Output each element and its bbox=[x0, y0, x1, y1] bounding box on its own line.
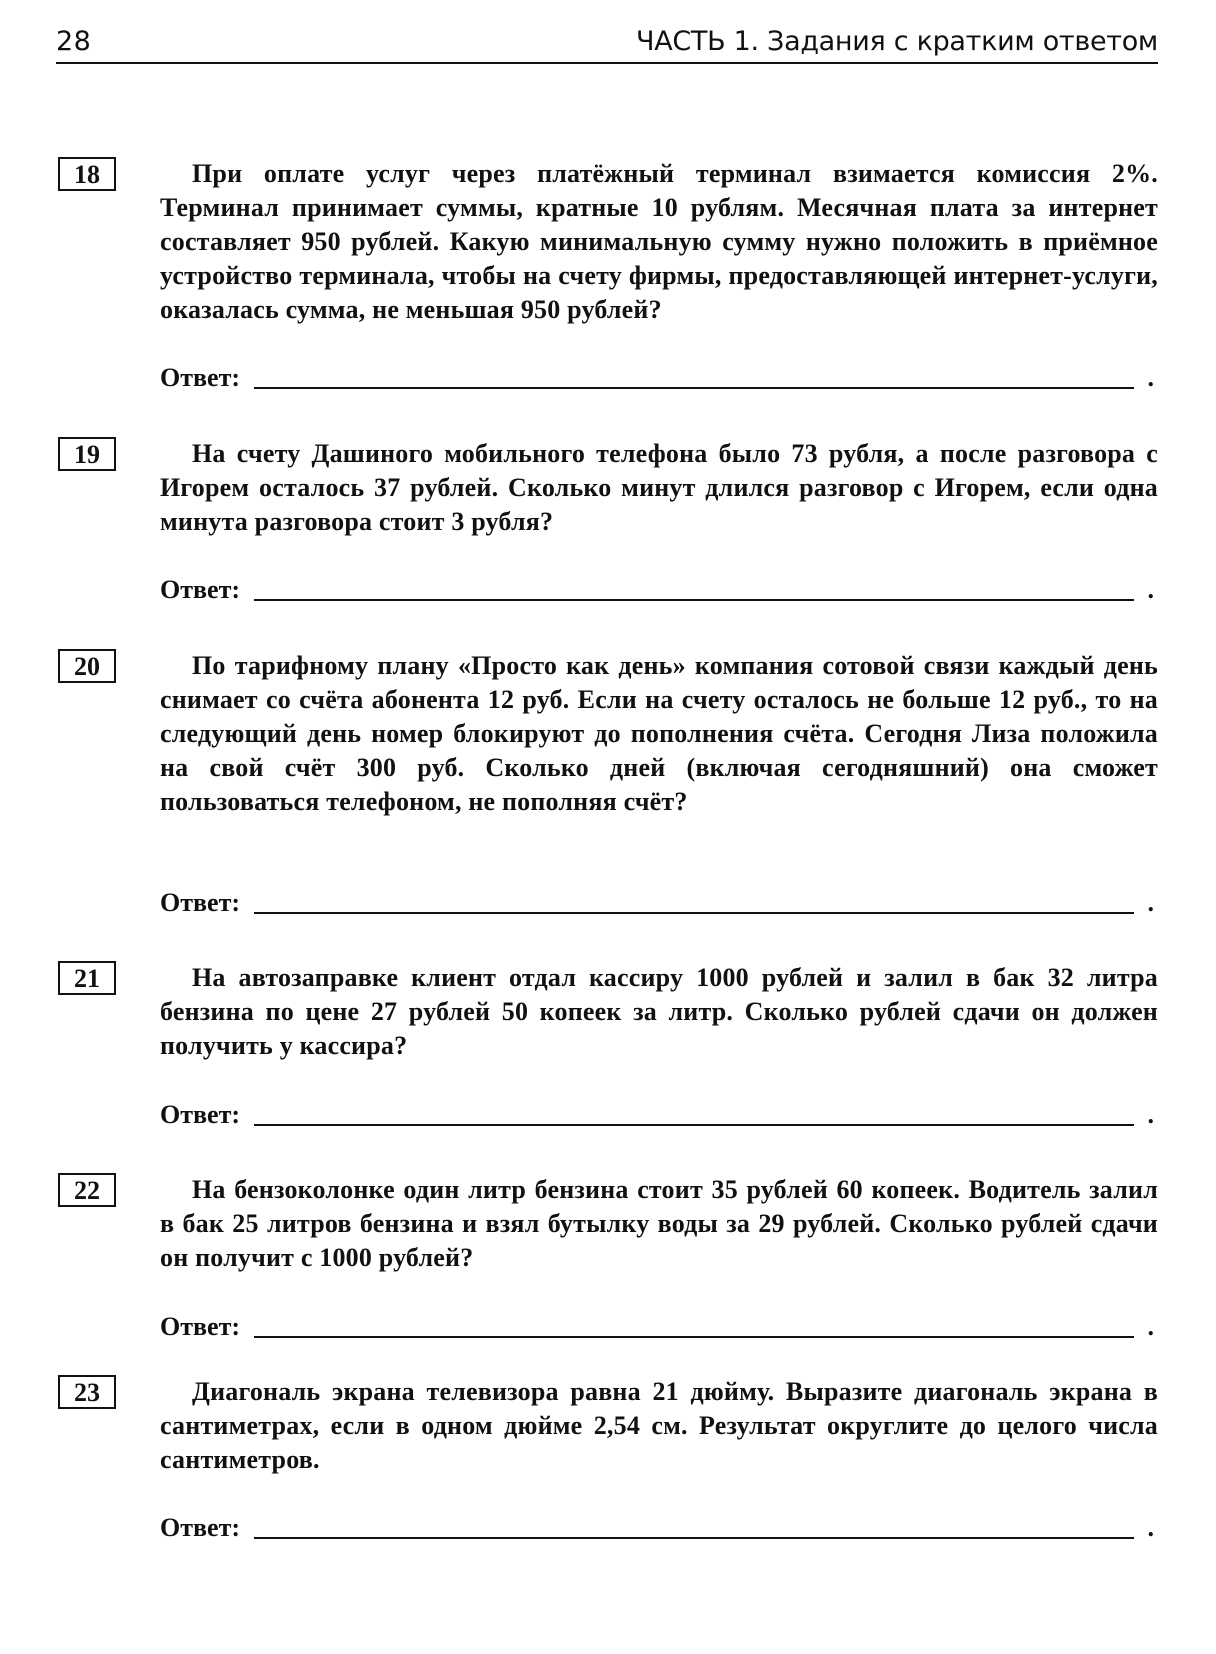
answer-label: Ответ: bbox=[160, 888, 241, 917]
answer-label: Ответ: bbox=[160, 1100, 241, 1129]
answer-label: Ответ: bbox=[160, 1312, 241, 1341]
answer-line[interactable] bbox=[254, 1124, 1134, 1126]
task-text: На автозаправке клиент отдал кассиру 1000 рублей и залил в бак 32 литра бензина по цене 27 рублей 50 копеек за литр. Сколько рублей сдачи он должен получить у кассира? bbox=[160, 963, 1158, 1060]
task-text: На бензоколонке один литр бензина стоит 35 рублей 60 копеек. Водитель залил в бак 25 литров бензина и взял бутылку воды за 29 рублей. Сколько рублей сдачи он получит с 1000 рублей? bbox=[160, 1175, 1158, 1272]
task-text: При оплате услуг через платёжный терминал взимается комиссия 2%. Терминал принимает суммы, кратные 10 рублям. Месячная плата за интернет составляет 950 рублей. Какую минимальную сумму нужно положить в приёмное устройство терминала, чтобы на счету фирмы, предоставляющей интернет-услуги, оказалась сумма, не меньшая 950 рублей? bbox=[160, 159, 1158, 324]
page-header bbox=[56, 22, 1158, 64]
answer-line[interactable] bbox=[254, 1336, 1134, 1338]
task-text: Диагональ экрана телевизора равна 21 дюйму. Выразите диагональ экрана в сантиметрах, если в одном дюйме 2,54 см. Результат округлите до целого числа сантиметров. bbox=[160, 1377, 1158, 1474]
answer-line[interactable] bbox=[254, 599, 1134, 601]
answer-end-dot: . bbox=[1147, 1513, 1154, 1542]
answer-row bbox=[160, 886, 1158, 920]
answer-line[interactable] bbox=[254, 1537, 1134, 1539]
task-number-box: 23 bbox=[58, 1375, 116, 1409]
answer-end-dot: . bbox=[1147, 575, 1154, 604]
answer-line[interactable] bbox=[254, 387, 1134, 389]
answer-row bbox=[160, 573, 1158, 607]
answer-label: Ответ: bbox=[160, 1513, 241, 1542]
answer-end-dot: . bbox=[1147, 888, 1154, 917]
answer-end-dot: . bbox=[1147, 363, 1154, 392]
task-text: На счету Дашиного мобильного телефона было 73 рубля, а после разговора с Игорем осталось 37 рублей. Сколько минут длился разговор с Игорем, если одна минута разговора стоит 3 рубля? bbox=[160, 439, 1158, 536]
answer-row bbox=[160, 1098, 1158, 1132]
answer-row bbox=[160, 1310, 1158, 1344]
answer-row bbox=[160, 1511, 1158, 1545]
answer-label: Ответ: bbox=[160, 363, 241, 392]
task-number-box: 18 bbox=[58, 157, 116, 191]
running-title: ЧАСТЬ 1. Задания с кратким ответом bbox=[635, 26, 1158, 57]
answer-end-dot: . bbox=[1147, 1312, 1154, 1341]
answer-end-dot: . bbox=[1147, 1100, 1154, 1129]
task-number-box: 19 bbox=[58, 437, 116, 471]
task-number-box: 22 bbox=[58, 1173, 116, 1207]
task-number-box: 21 bbox=[58, 961, 116, 995]
answer-row bbox=[160, 361, 1158, 395]
task-number-box: 20 bbox=[58, 649, 116, 683]
answer-label: Ответ: bbox=[160, 575, 241, 604]
page-number: 28 bbox=[56, 26, 92, 57]
answer-line[interactable] bbox=[254, 912, 1134, 914]
task-text: По тарифному плану «Просто как день» компания сотовой связи каждый день снимает со счёта абонента 12 руб. Если на счету осталось не больше 12 руб., то на следующий день номер блокируют до пополнения счёта. Сегодня Лиза положила на свой счёт 300 руб. Сколько дней (включая сегодняшний) она сможет пользоваться телефоном, не пополняя счёт? bbox=[160, 651, 1158, 816]
